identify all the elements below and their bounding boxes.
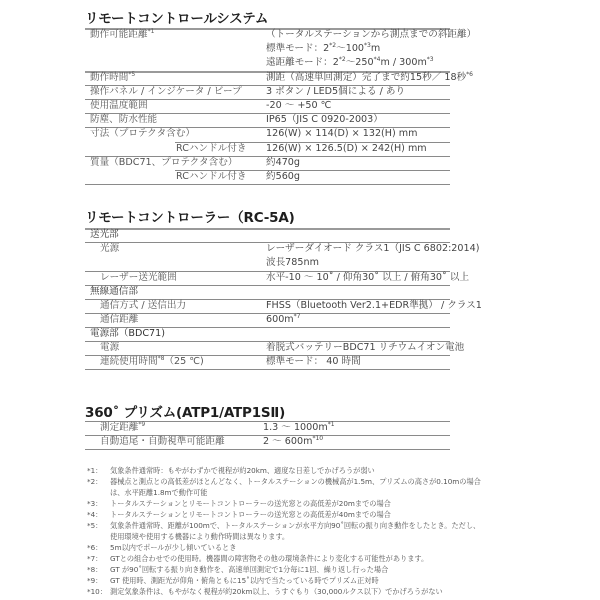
group-label-emitter: 送光部 <box>90 229 119 240</box>
spec-label-ip-rating: 防塵、防水性能 <box>90 114 158 125</box>
divider <box>85 449 450 450</box>
spec-value-continuous-use: 標準モード： 40 時間 <box>266 356 361 367</box>
footnote-4: *4： トータルステーションとリモートコントローラーの送光窓との高低差が40mまでの場合 <box>87 510 391 519</box>
spec-value-long-range-mode: 遠距離モード：2$^{*2}$〜$250^{*4}m / 300m^{*3}$ <box>266 56 434 68</box>
footnote-2: *2： 器械点と測点との高低差がほとんどなく、トータルステーションの機械高が1.5m、プリズムの高さが0.10mの場合 <box>87 477 481 486</box>
spec-value-light-source: レーザーダイオード クラス1（JIS C 6802:2014) <box>266 243 480 254</box>
section-title-prism: 360˚ プリズム(ATP1/ATP1SⅡ) <box>85 405 286 421</box>
footnote-5-continued: 使用環境や使用する機器により動作時間は異なります。 <box>110 532 290 541</box>
spec-label-dimensions: 寸法（プロテクタ含む） <box>90 128 195 139</box>
spec-value-wavelength: 波長785nm <box>266 257 319 268</box>
spec-value-power-source: 着脱式バッテリーBDC71 リチウムイオン電池 <box>266 342 465 353</box>
footnote-6: *6： 5m以内でポールが少し傾いているとき <box>87 543 237 552</box>
spec-value-weight: 約470g <box>266 157 300 168</box>
footnote-1: *1： 気象条件通常時：もやがわずかで視程が約20km、適度な日差しでかげろうが弱い <box>87 466 375 475</box>
spec-value-weight-rc-handle: 約560g <box>266 171 300 182</box>
spec-label-panel: 操作パネル / インジケータ / ビープ <box>90 86 242 97</box>
divider <box>85 228 450 230</box>
spec-label-weight-rc-handle: RCハンドル付き <box>176 171 247 182</box>
spec-label-power-source: 電源 <box>100 342 120 353</box>
spec-value-comm-distance: $600m^{*7}$ <box>266 313 301 325</box>
spec-value-ip-rating: IP65（JIS C 0920-2003） <box>266 114 383 125</box>
spec-label-laser-range: レーザー送光範囲 <box>100 272 177 283</box>
footnote-8: *8： GT が90˚回転する振り向き動作を、高速単回測定で1分毎に1回、繰り返し行った場合 <box>87 565 389 574</box>
spec-value-dimensions-rc-handle: 126(W) × 126.5(D) × 242(H) mm <box>266 143 427 154</box>
spec-label-auto-tracking-distance: 自動追尾・自動視準可能距離 <box>100 436 225 447</box>
group-label-wireless: 無線通信部 <box>90 286 138 297</box>
spec-value-operating-range-note: （トータルステーションから測点までの斜距離） <box>266 29 477 40</box>
spec-value-comm-method: FHSS（Bluetooth Ver2.1+EDR準拠） / クラス1 <box>266 300 482 311</box>
spec-label-light-source: 光源 <box>100 243 120 254</box>
divider <box>85 184 450 185</box>
spec-label-operating-range: 動作可能距離$^{*1}$ <box>90 28 155 40</box>
spec-value-temperature: -20 〜 +50 ℃ <box>266 100 332 111</box>
spec-value-auto-tracking-distance: 2 〜 $600m^{*10}$ <box>263 435 324 447</box>
section-title-controller: リモートコントローラー（RC-5A) <box>85 210 295 226</box>
footnote-7: *7： GTとの組合わせでの使用時。機器間の障害物その他の環境条件により変化する可能性があります。 <box>87 554 429 563</box>
section-title-remote-system: リモートコントロールシステム <box>85 11 269 27</box>
spec-label-dimensions-rc-handle: RCハンドル付き <box>176 143 247 154</box>
spec-label-measuring-distance: 測定距離$^{*9}$ <box>100 421 146 433</box>
group-label-power: 電源部（BDC71) <box>90 328 165 339</box>
spec-value-standard-mode: 標準モード：2$^{*2}$〜100$^{*3}$m <box>266 42 381 54</box>
spec-label-temperature: 使用温度範囲 <box>90 100 148 111</box>
spec-value-measuring-distance: 1.3 〜 $1000m^{*1}$ <box>263 421 335 433</box>
spec-label-operating-time: 動作時間$^{*5}$ <box>90 71 136 83</box>
divider <box>85 369 450 370</box>
footnote-5: *5： 気象条件通常時、距離が100mで、トータルステーションが水平方向90˚回転の振り向き動作をしたとき。ただし、 <box>87 521 481 530</box>
spec-value-panel: 3 ボタン / LED5個による / あり <box>266 86 406 97</box>
spec-label-comm-method: 通信方式 / 送信出力 <box>100 300 187 311</box>
footnote-2-continued: は、水平距離1.8mで動作可能 <box>110 488 208 497</box>
footnote-3: *3： トータルステーションとリモートコントローラーの送光窓との高低差が20mまでの場合 <box>87 499 391 508</box>
spec-label-weight: 質量（BDC71、プロテクタ含む） <box>90 157 238 168</box>
spec-label-comm-distance: 通信距離 <box>100 314 139 325</box>
spec-value-dimensions: 126(W) × 114(D) × 132(H) mm <box>266 128 418 139</box>
divider <box>85 285 450 286</box>
footnote-10: *10： 測定気象条件は、もやがなく視程が約20km以上、うすぐもり（30,000ルクス以下）でかげろうがない <box>87 587 443 596</box>
footnote-9: *9： GT 使用時、測距光が仰角・俯角ともに15˚以内で当たっている時でプリズム正対時 <box>87 576 379 585</box>
spec-label-continuous-use: 連続使用時間$^{*8}$（25 ℃) <box>100 355 204 367</box>
spec-value-laser-range: 水平-10 〜 10˚ / 仰角30˚ 以上 / 俯角30˚ 以上 <box>266 272 470 283</box>
spec-value-operating-time: 測距（高速単回測定）完了まで約15秒／ 18秒$^{*6}$ <box>266 71 473 83</box>
